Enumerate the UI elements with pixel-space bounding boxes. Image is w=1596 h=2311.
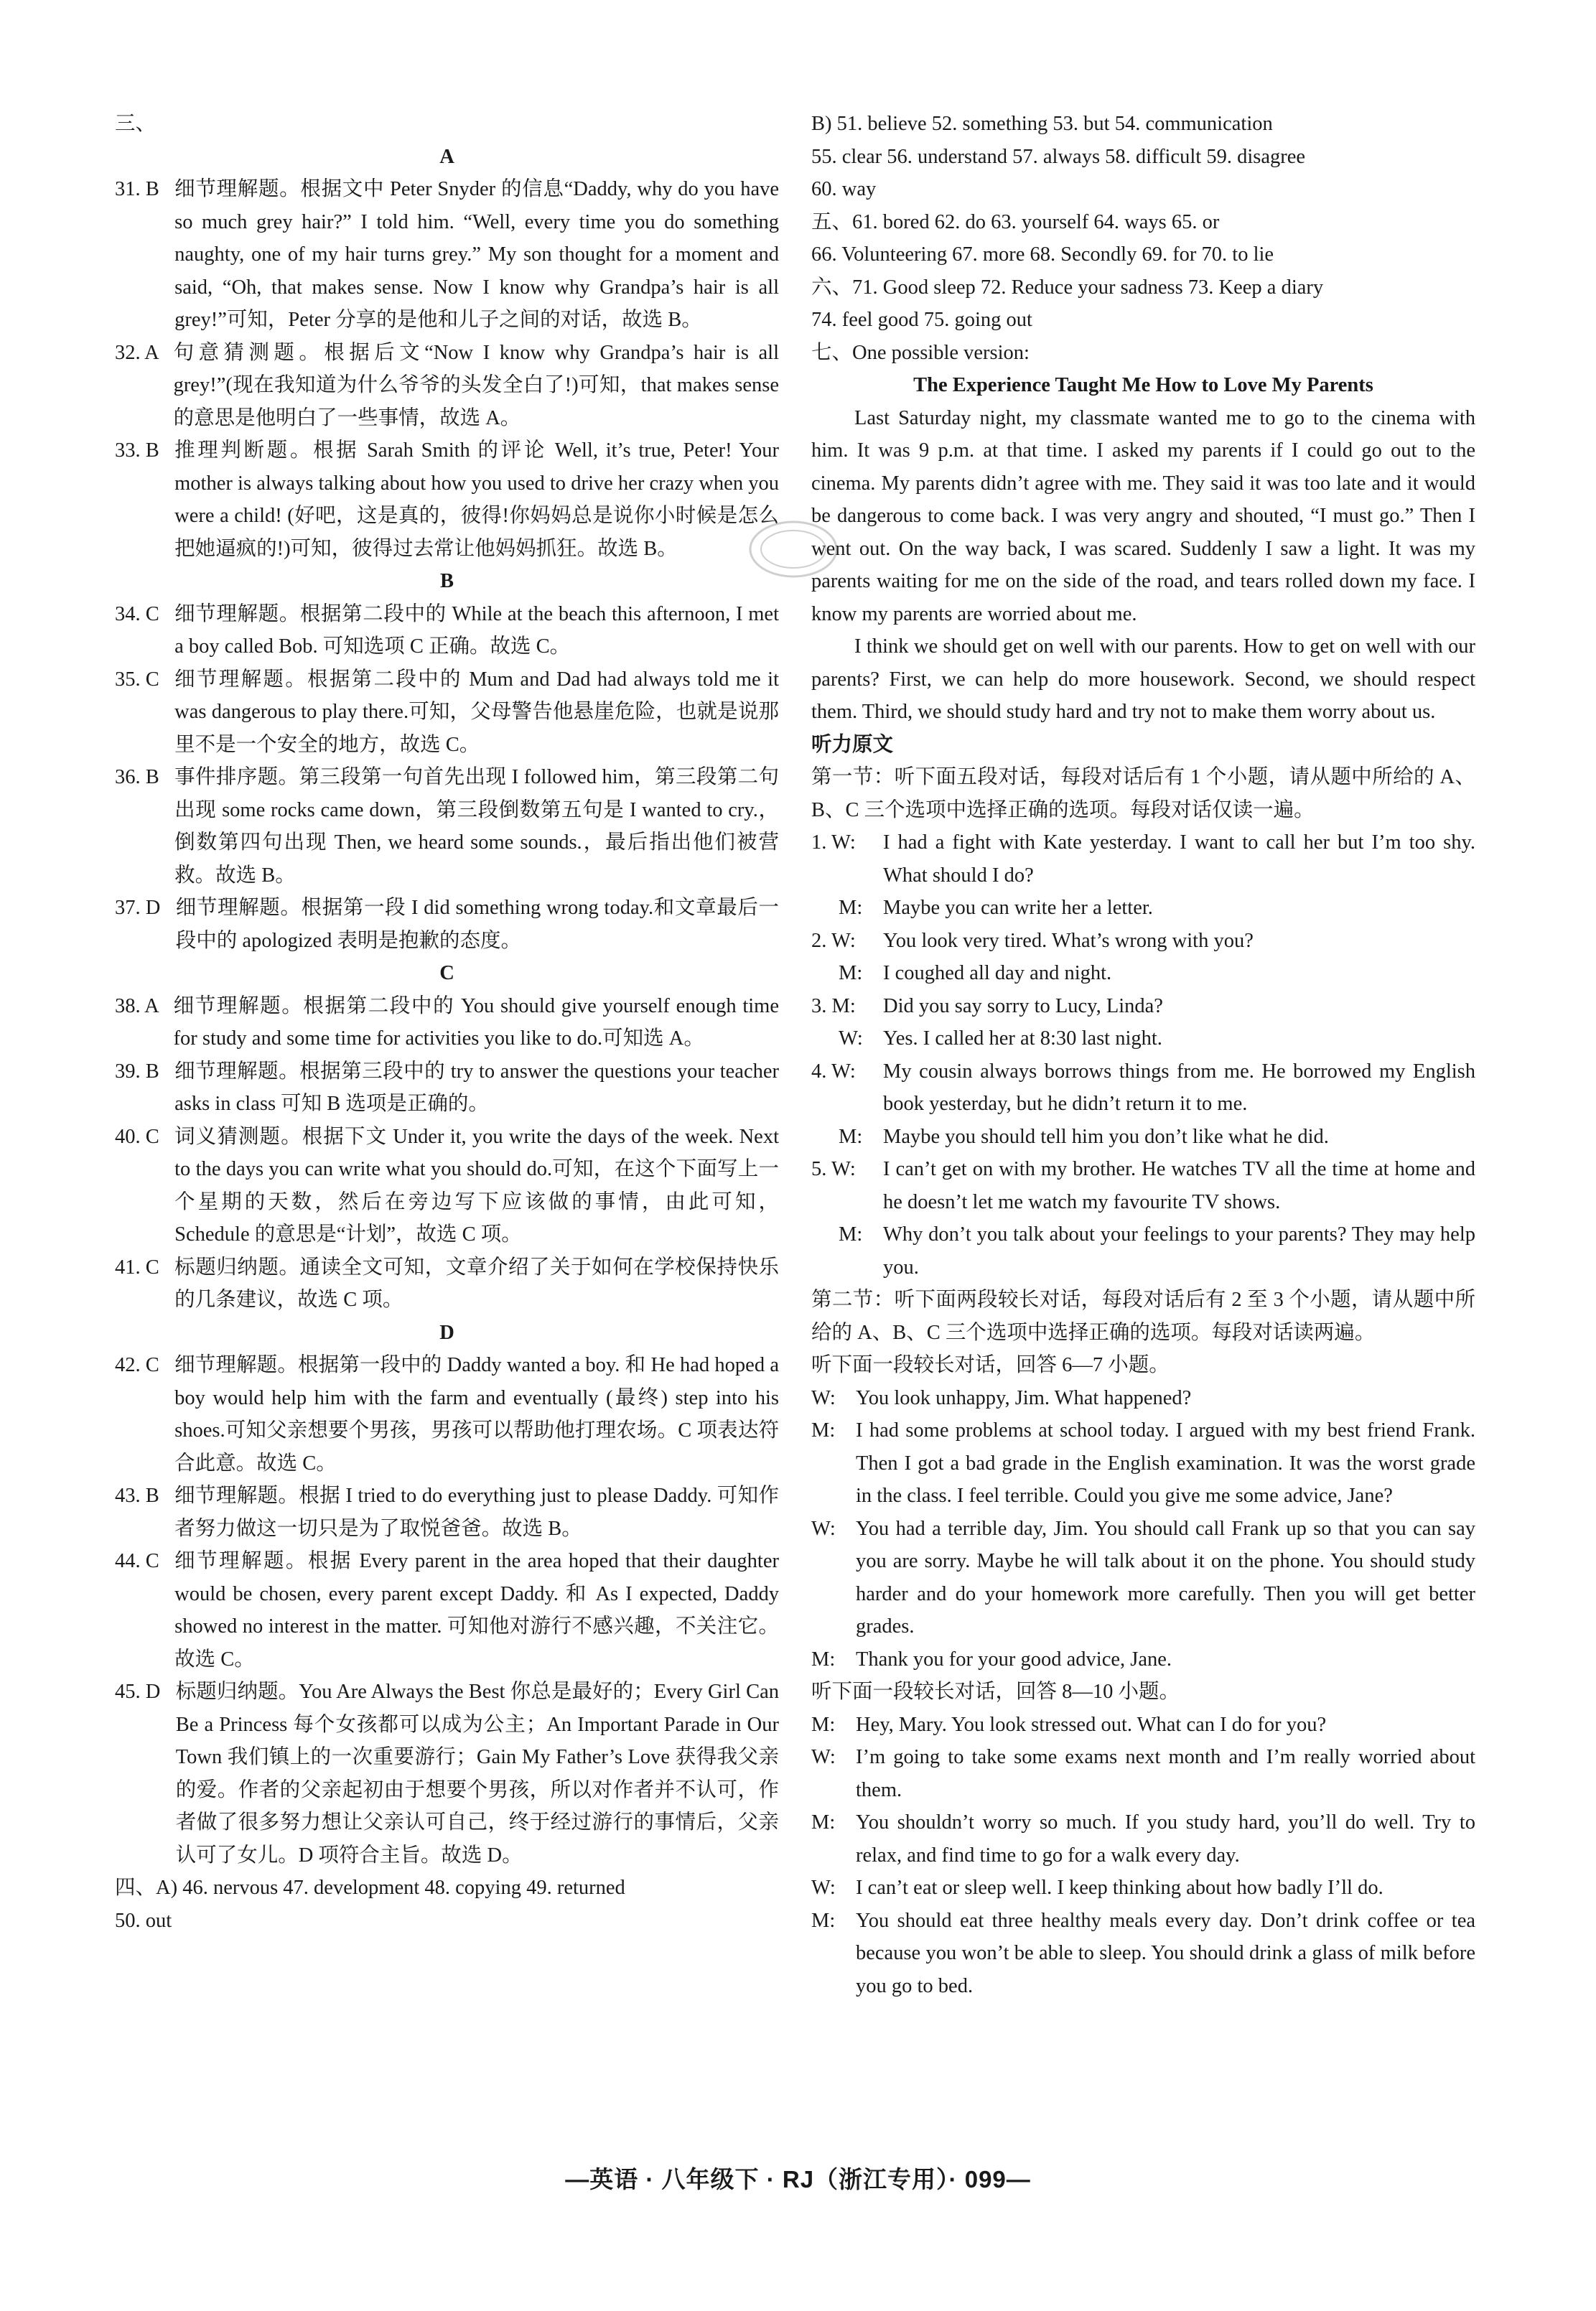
dialog-line bbox=[811, 1055, 1475, 1121]
answer-number: 38. A bbox=[115, 994, 174, 1017]
answer-item bbox=[115, 1349, 779, 1480]
dialog-text: I had a fight with Kate yesterday. I want to call her but I’m too shy. What should I do? bbox=[883, 831, 1475, 887]
text-line: 七、One possible version: bbox=[811, 341, 1030, 364]
speaker-label: M: bbox=[811, 1811, 836, 1834]
essay-paragraph: I think we should get on well with our parents. How to get on well with our parents? First, we can help do more housework. Second, we should respect them. Third, we should study hard and try not to make them worry about us. bbox=[811, 635, 1475, 723]
speaker-label: M: bbox=[839, 962, 863, 984]
dialog-text: Hey, Mary. You look stressed out. What can I do for you? bbox=[856, 1713, 1327, 1736]
answer-explanation: 细节理解题。根据第一段中的 Daddy wanted a boy. 和 He had hoped a boy would help him with the farm and eventually (最终) step into his shoes.可知父亲想要个男孩，男孩可以帮助他打理农场。C 项表达符合此意。故选 C。 bbox=[174, 1354, 779, 1475]
text-line: 五、61. bored 62. do 63. yourself 64. ways 65. or bbox=[811, 210, 1220, 233]
answer-item bbox=[115, 1545, 779, 1676]
text-line: B) 51. believe 52. something 53. but 54. communication bbox=[811, 113, 1273, 135]
answer-number: 34. C bbox=[115, 602, 175, 625]
section-heading: C bbox=[439, 962, 454, 984]
dialog-line bbox=[811, 1414, 1475, 1513]
dialog-line bbox=[811, 1121, 1475, 1154]
text-line: 55. clear 56. understand 57. always 58. difficult 59. disagree bbox=[811, 145, 1306, 168]
answer-explanation: 细节理解题。根据 Every parent in the area hoped that their daughter would be chosen, every parent except Daddy. 和 As I expected, Daddy showed no interest in the matter. 可知他对游行不感兴趣，不关注它。故选 C。 bbox=[174, 1550, 779, 1671]
text-line: 四、A) 46. nervous 47. development 48. copying 49. returned bbox=[115, 1877, 625, 1899]
dialog-line bbox=[811, 925, 1475, 958]
dialog-text: You look very tired. What’s wrong with you? bbox=[883, 929, 1254, 952]
text-line: 66. Volunteering 67. more 68. Secondly 69. for 70. to lie bbox=[811, 243, 1274, 266]
speaker-label: 4. W: bbox=[811, 1060, 856, 1083]
text-line: 第二节：听下面两段较长对话，每段对话后有 2 至 3 个小题，请从题中所给的 A、B、C 三个选项中选择正确的选项。每段对话读两遍。 bbox=[811, 1289, 1475, 1344]
dialog-line bbox=[811, 1806, 1475, 1872]
section-heading: B bbox=[439, 570, 454, 592]
text-line: 第一节：听下面五段对话，每段对话后有 1 个小题，请从题中所给的 A、B、C 三个选项中选择正确的选项。每段对话仅读一遍。 bbox=[811, 766, 1475, 821]
speaker-label: W: bbox=[839, 1027, 863, 1050]
answer-number: 32. A bbox=[115, 341, 174, 364]
speaker-label: W: bbox=[811, 1386, 836, 1409]
dialog-line bbox=[811, 1218, 1475, 1284]
answer-explanation: 词义猜测题。根据下文 Under it, you write the days of the week. Next to the days you can write what you should do.可知，在这个下面写上一个星期的天数，然后在旁边写下应该做的事情，由此可知，Schedule 的意思是“计划”，故选 C 项。 bbox=[174, 1125, 779, 1246]
dialog-text: You had a terrible day, Jim. You should call Frank up so that you can say you are sorry. Maybe he will talk about it on the phone. You should study harder and do your homework more carefully. Then you will get better grades. bbox=[856, 1517, 1475, 1638]
speaker-label: M: bbox=[839, 897, 863, 919]
dialog-text: I’m going to take some exams next month and I’m really worried about them. bbox=[856, 1746, 1475, 1801]
answer-explanation: 标题归纳题。通读全文可知，文章介绍了关于如何在学校保持快乐的几条建议，故选 C 项。 bbox=[174, 1256, 779, 1311]
answer-explanation: 细节理解题。根据第二段中的 You should give yourself enough time for study and some time for activities you like to do.可知选 A。 bbox=[173, 994, 779, 1050]
answer-number: 35. C bbox=[115, 668, 175, 691]
dialog-text: Maybe you should tell him you don’t like what he did. bbox=[883, 1125, 1329, 1148]
dialog-text: You should eat three healthy meals every day. Don’t drink coffee or tea because you won’t be able to sleep. You should drink a glass of milk before you go to bed. bbox=[856, 1909, 1475, 1997]
dialog-text: I can’t get on with my brother. He watches TV all the time at home and he doesn’t let me watch my favourite TV shows. bbox=[883, 1158, 1475, 1213]
speaker-label: M: bbox=[839, 1125, 863, 1148]
answer-item bbox=[115, 1251, 779, 1317]
answer-explanation: 细节理解题。根据文中 Peter Snyder 的信息“Daddy, why do you have so much grey hair?” I told him. “Well, every time you do something naughty, one of my hair turns grey.” My son thought for a moment and said, “Oh, that makes sense. Now I know why Grandpa’s hair is all grey!”可知，Peter 分享的是他和儿子之间的对话，故选 B。 bbox=[174, 178, 779, 331]
text-line: 50. out bbox=[115, 1909, 172, 1932]
section-label: 三、 bbox=[115, 113, 157, 135]
text-line: 60. way bbox=[811, 178, 877, 200]
dialog-text: Why don’t you talk about your feelings to your parents? They may help you. bbox=[883, 1223, 1475, 1279]
answer-number: 45. D bbox=[115, 1681, 176, 1703]
dialog-text: I can’t eat or sleep well. I keep thinking about how badly I’ll do. bbox=[856, 1877, 1383, 1899]
answer-number: 37. D bbox=[115, 897, 176, 919]
speaker-label: 2. W: bbox=[811, 929, 856, 952]
dialog-line bbox=[811, 892, 1475, 925]
speaker-label: W: bbox=[811, 1877, 836, 1899]
dialog-line bbox=[811, 826, 1475, 892]
answer-explanation: 细节理解题。根据第二段中的 Mum and Dad had always told me it was dangerous to play there.可知，父母警告他悬崖危险，也就是说那里不是一个安全的地方，故选 C。 bbox=[174, 668, 779, 756]
speaker-label: M: bbox=[811, 1419, 836, 1442]
speaker-label: M: bbox=[811, 1648, 836, 1671]
dialog-text: Thank you for your good advice, Jane. bbox=[856, 1648, 1172, 1671]
answer-item bbox=[115, 663, 779, 762]
speaker-label: W: bbox=[811, 1517, 836, 1540]
answer-item bbox=[115, 173, 779, 337]
dialog-line bbox=[811, 957, 1475, 990]
dialog-text: Maybe you can write her a letter. bbox=[883, 897, 1153, 919]
speaker-label: W: bbox=[811, 1746, 836, 1768]
section-heading: The Experience Taught Me How to Love My Parents bbox=[913, 374, 1373, 396]
section-heading: A bbox=[439, 145, 454, 168]
dialog-line bbox=[811, 1153, 1475, 1218]
answer-number: 42. C bbox=[115, 1354, 175, 1376]
answer-item bbox=[115, 1676, 779, 1872]
section-title: 听力原文 bbox=[811, 733, 894, 756]
text-line: 听下面一段较长对话，回答 6—7 小题。 bbox=[811, 1354, 1170, 1376]
answer-item bbox=[115, 1055, 779, 1121]
dialog-line bbox=[811, 1872, 1475, 1905]
answer-explanation: 标题归纳题。You Are Always the Best 你总是最好的；Every Girl Can Be a Princess 每个女孩都可以成为公主；An Important Parade in Our Town 我们镇上的一次重要游行；Gain My Father’s Love 获得我父亲的爱。作者的父亲起初由于想要个男孩，所以对作者并不认可，作者做了很多努力想让父亲认可自己，终于经过游行的事情后，父亲认可了女儿。D 项符合主旨。故选 D。 bbox=[175, 1681, 779, 1867]
answer-item bbox=[115, 598, 779, 663]
answer-number: 39. B bbox=[115, 1060, 175, 1083]
speaker-label: 3. M: bbox=[811, 994, 856, 1017]
answer-explanation: 细节理解题。根据 I tried to do everything just to please Daddy. 可知作者努力做这一切只是为了取悦爸爸。故选 B。 bbox=[174, 1485, 779, 1540]
speaker-label: 1. W: bbox=[811, 831, 856, 854]
answer-explanation: 细节理解题。根据第二段中的 While at the beach this afternoon, I met a boy called Bob. 可知选项 C 正确。故选 C。 bbox=[174, 602, 779, 658]
answer-explanation: 细节理解题。根据第一段 I did something wrong today.和文章最后一段中的 apologized 表明是抱歉的态度。 bbox=[175, 897, 779, 952]
answer-item bbox=[115, 337, 779, 435]
dialog-text: Yes. I called her at 8:30 last night. bbox=[883, 1027, 1162, 1050]
page-footer: —英语 · 八年级下 · RJ（浙江专用）· 099— bbox=[565, 2166, 1031, 2193]
answer-number: 40. C bbox=[115, 1125, 175, 1148]
speaker-label: 5. W: bbox=[811, 1158, 856, 1180]
dialog-line bbox=[811, 1905, 1475, 2003]
dialog-line bbox=[811, 1709, 1475, 1742]
speaker-label: M: bbox=[839, 1223, 863, 1246]
answer-explanation: 细节理解题。根据第三段中的 try to answer the questions your teacher asks in class 可知 B 选项是正确的。 bbox=[174, 1060, 779, 1115]
text-line: 听下面一段较长对话，回答 8—10 小题。 bbox=[811, 1681, 1180, 1703]
answer-item bbox=[115, 761, 779, 892]
answer-item bbox=[115, 892, 779, 957]
essay-paragraph: Last Saturday night, my classmate wanted me to go to the cinema with him. It was 9 p.m. at that time. I asked my parents if I could go out to the cinema. My parents didn’t agree with me. They said it was too late and it would be dangerous to come back. I was very angry and shouted, “I must go.” Then I went out. On the way back, I was scared. Suddenly I saw a light. It was my parents waiting for me on the side of the road, and tears rolled down my face. I know my parents are worried about me. bbox=[811, 406, 1475, 625]
answer-number: 36. B bbox=[115, 766, 175, 788]
dialog-line bbox=[811, 1643, 1475, 1676]
answer-explanation: 句意猜测题。根据后文“Now I know why Grandpa’s hair is all grey!”(现在我知道为什么爷爷的头发全白了!)可知，that makes sense 的意思是他明白了一些事情，故选 A。 bbox=[173, 341, 779, 429]
dialog-text: You look unhappy, Jim. What happened? bbox=[856, 1386, 1192, 1409]
answer-explanation: 事件排序题。第三段第一句首先出现 I followed him，第三段第二句出现 some rocks came down，第三段倒数第五句是 I wanted to cry.，倒数第四句出现 Then, we heard some sounds.，最后指出他们被营救。故选 B。 bbox=[174, 766, 779, 887]
answer-item bbox=[115, 1121, 779, 1251]
dialog-text: I coughed all day and night. bbox=[883, 962, 1112, 984]
dialog-line bbox=[811, 990, 1475, 1023]
dialog-line bbox=[811, 1382, 1475, 1415]
dialog-line bbox=[811, 1741, 1475, 1806]
dialog-line bbox=[811, 1022, 1475, 1055]
stamp-watermark bbox=[747, 517, 840, 582]
dialog-text: My cousin always borrows things from me. He borrowed my English book yesterday, but he didn’t return it to me. bbox=[883, 1060, 1475, 1115]
answer-number: 41. C bbox=[115, 1256, 175, 1279]
answer-number: 43. B bbox=[115, 1485, 175, 1507]
answer-number: 44. C bbox=[115, 1550, 175, 1572]
text-line: 74. feel good 75. going out bbox=[811, 309, 1032, 331]
left-column bbox=[115, 108, 779, 1937]
text-line: 六、71. Good sleep 72. Reduce your sadness 73. Keep a diary bbox=[811, 276, 1324, 299]
dialog-text: You shouldn’t worry so much. If you study hard, you’ll do well. Try to relax, and find time to go for a walk every day. bbox=[856, 1811, 1475, 1867]
section-heading: D bbox=[439, 1321, 454, 1344]
answer-number: 33. B bbox=[115, 439, 175, 462]
right-column bbox=[811, 108, 1475, 2002]
dialog-line bbox=[811, 1513, 1475, 1643]
dialog-text: Did you say sorry to Lucy, Linda? bbox=[883, 994, 1163, 1017]
speaker-label: M: bbox=[811, 1713, 836, 1736]
speaker-label: M: bbox=[811, 1909, 836, 1932]
answer-item bbox=[115, 1480, 779, 1545]
answer-explanation: 推理判断题。根据 Sarah Smith 的评论 Well, it’s true, Peter! Your mother is always talking about how you used to drive her crazy when you were a child! (好吧，这是真的，彼得!你妈妈总是说你小时候是怎么把她逼疯的!)可知，彼得过去常让他妈妈抓狂。故选 B。 bbox=[174, 439, 779, 560]
answer-item bbox=[115, 434, 779, 565]
answer-item bbox=[115, 990, 779, 1055]
answer-number: 31. B bbox=[115, 178, 175, 200]
dialog-text: I had some problems at school today. I argued with my best friend Frank. Then I got a bad grade in the English examination. It was the worst grade in the class. I feel terrible. Could you give me some advice, Jane? bbox=[856, 1419, 1475, 1507]
